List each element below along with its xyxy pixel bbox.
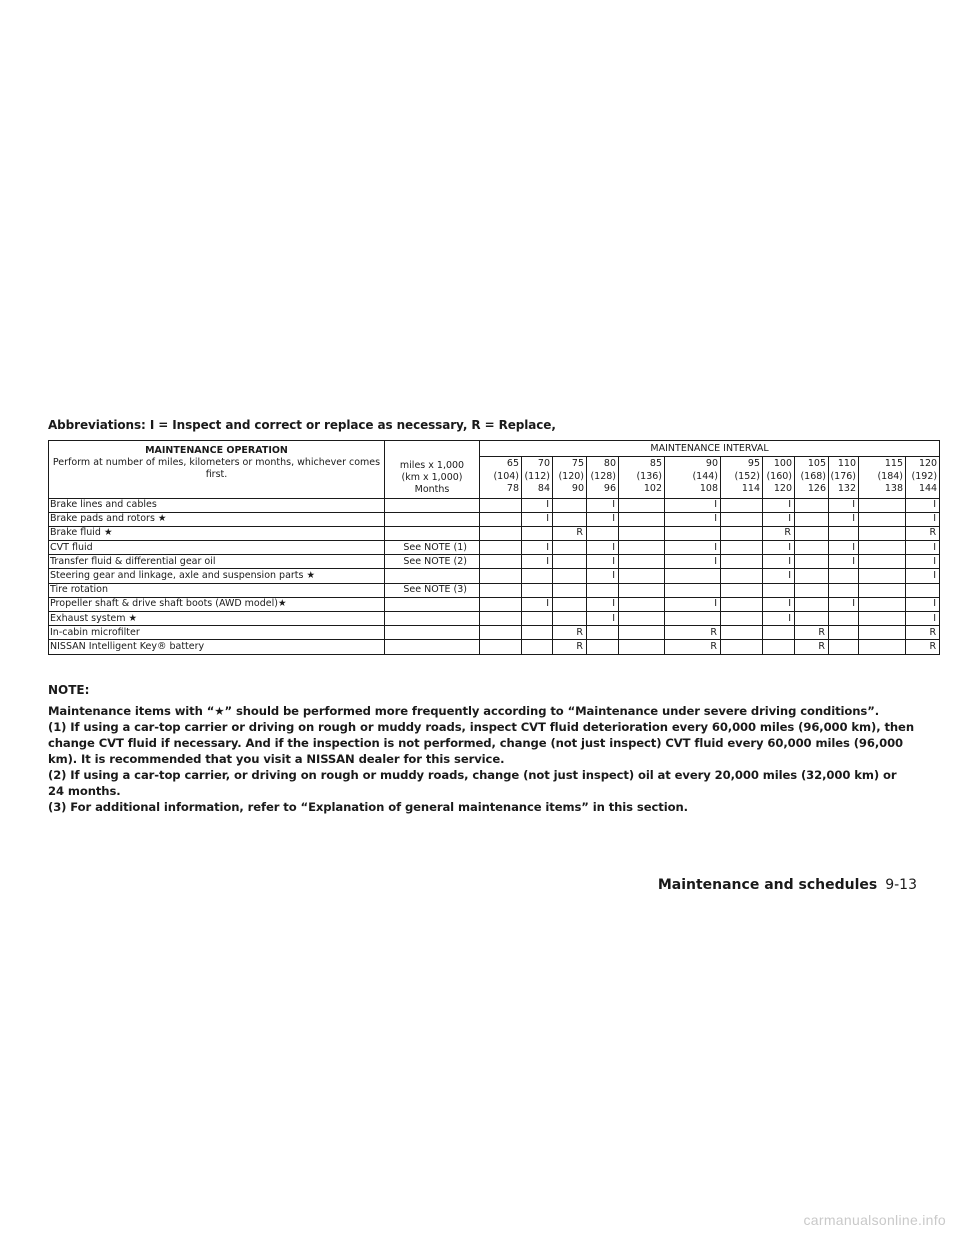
interval-cell — [763, 626, 795, 640]
interval-cell: I — [906, 498, 940, 512]
interval-miles: 100 — [773, 458, 792, 469]
interval-cell — [587, 626, 619, 640]
interval-cell — [480, 526, 522, 540]
maintenance-item: In-cabin microfilter — [49, 626, 385, 640]
footer-page-number: 9-13 — [885, 877, 917, 893]
interval-cell: I — [587, 612, 619, 626]
maintenance-item: Tire rotation — [49, 583, 385, 597]
interval-cell: I — [763, 512, 795, 526]
interval-cell — [721, 512, 763, 526]
interval-cell — [619, 583, 665, 597]
table-row — [49, 569, 940, 583]
interval-km: (112) — [524, 470, 550, 482]
interval-cell — [829, 612, 859, 626]
interval-cell — [480, 626, 522, 640]
maintenance-note-ref — [385, 640, 480, 654]
interval-cell — [859, 612, 906, 626]
interval-km: (152) — [734, 470, 760, 482]
maintenance-note-ref — [385, 626, 480, 640]
interval-km: (104) — [493, 470, 519, 482]
interval-cell — [721, 555, 763, 569]
table-row — [49, 541, 940, 555]
interval-header-cell — [906, 457, 940, 499]
interval-header-cell — [795, 457, 829, 499]
footer-section-title: Maintenance and schedules — [657, 877, 878, 893]
maintenance-note-ref — [385, 512, 480, 526]
maintenance-item: Exhaust system ★ — [49, 612, 385, 626]
interval-cell: I — [829, 541, 859, 555]
interval-cell: I — [587, 569, 619, 583]
interval-km: (128) — [590, 470, 616, 482]
interval-cell — [522, 626, 553, 640]
maintenance-interval-header: MAINTENANCE INTERVAL — [480, 441, 940, 457]
interval-cell: I — [763, 541, 795, 555]
interval-cell — [859, 555, 906, 569]
interval-km: (120) — [558, 470, 584, 482]
maintenance-item: Propeller shaft & drive shaft boots (AWD model)★ — [49, 597, 385, 611]
interval-cell — [480, 583, 522, 597]
table-row — [49, 526, 940, 540]
interval-header-cell — [553, 457, 587, 499]
interval-cell: I — [829, 597, 859, 611]
interval-cell — [480, 569, 522, 583]
interval-cell — [480, 640, 522, 654]
interval-cell — [795, 555, 829, 569]
interval-cell — [619, 626, 665, 640]
note-2: (2) If using a car-top carrier, or driving on rough or muddy roads, change (not just inspect) oil at every 20,000 miles (32,000 km) or 24 months. — [48, 768, 897, 798]
interval-cell: I — [829, 555, 859, 569]
interval-cell — [553, 541, 587, 555]
notes-section — [48, 703, 914, 815]
maintenance-item: Steering gear and linkage, axle and suspension parts ★ — [49, 569, 385, 583]
note-severe-conditions: Maintenance items with “★” should be performed more frequently according to “Maintenance under severe driving conditions”. — [48, 704, 880, 718]
interval-months: 84 — [537, 483, 550, 494]
interval-miles: 120 — [918, 458, 938, 469]
maintenance-note-ref — [385, 612, 480, 626]
interval-months: 132 — [837, 483, 856, 494]
interval-months: 78 — [506, 483, 519, 494]
interval-cell — [480, 512, 522, 526]
interval-cell — [480, 498, 522, 512]
interval-km: (168) — [800, 470, 826, 482]
interval-cell — [721, 526, 763, 540]
interval-cell — [619, 612, 665, 626]
interval-cell — [665, 612, 721, 626]
interval-cell — [619, 526, 665, 540]
interval-cell: I — [665, 597, 721, 611]
interval-cell: I — [522, 597, 553, 611]
interval-cell — [906, 583, 940, 597]
units-miles-label: miles x 1,000 — [399, 459, 465, 471]
interval-cell: I — [763, 597, 795, 611]
interval-cell: R — [906, 640, 940, 654]
maintenance-note-ref: See NOTE (1) — [385, 541, 480, 555]
table-row — [49, 498, 940, 512]
schedule-body — [49, 498, 940, 654]
interval-miles: 110 — [837, 458, 856, 469]
interval-cell — [480, 555, 522, 569]
interval-cell — [763, 583, 795, 597]
maintenance-operation-header — [49, 441, 385, 499]
interval-cell: I — [763, 555, 795, 569]
maintenance-operation-title: MAINTENANCE OPERATION — [145, 445, 288, 456]
interval-months: 144 — [918, 483, 938, 494]
interval-cell — [795, 612, 829, 626]
interval-miles: 65 — [506, 458, 519, 469]
interval-cell — [795, 583, 829, 597]
interval-miles: 85 — [649, 458, 662, 469]
interval-cell — [665, 569, 721, 583]
interval-cell: I — [665, 512, 721, 526]
interval-months: 96 — [603, 483, 616, 494]
interval-cell — [587, 640, 619, 654]
interval-cell — [721, 612, 763, 626]
interval-months: 126 — [807, 483, 826, 494]
interval-header-cell — [829, 457, 859, 499]
interval-cell: I — [587, 597, 619, 611]
table-row — [49, 555, 940, 569]
interval-cell: I — [906, 612, 940, 626]
watermark: carmanualsonline.info — [803, 1212, 946, 1228]
interval-cell: I — [665, 541, 721, 555]
maintenance-item: Transfer fluid & differential gear oil — [49, 555, 385, 569]
interval-cell — [721, 583, 763, 597]
maintenance-note-ref: See NOTE (2) — [385, 555, 480, 569]
interval-cell: I — [763, 612, 795, 626]
interval-cell — [522, 569, 553, 583]
abbreviations-legend: Abbreviations: I = Inspect and correct or replace as necessary, R = Replace, — [48, 418, 556, 432]
interval-cell — [553, 583, 587, 597]
table-header-row — [49, 441, 940, 457]
interval-months: 90 — [571, 483, 584, 494]
interval-header-cell — [859, 457, 906, 499]
maintenance-note-ref — [385, 597, 480, 611]
note-title: NOTE: — [48, 683, 90, 697]
interval-cell: I — [522, 498, 553, 512]
maintenance-note-ref — [385, 526, 480, 540]
interval-header-cell — [721, 457, 763, 499]
interval-cell: I — [763, 498, 795, 512]
interval-km: (160) — [766, 470, 792, 482]
interval-cell — [859, 498, 906, 512]
interval-cell — [553, 498, 587, 512]
maintenance-note-ref — [385, 569, 480, 583]
interval-miles: 75 — [571, 458, 584, 469]
table-row — [49, 612, 940, 626]
table-row — [49, 626, 940, 640]
table-row — [49, 640, 940, 654]
interval-cell — [480, 541, 522, 555]
interval-cell: R — [795, 640, 829, 654]
interval-cell: R — [553, 640, 587, 654]
interval-cell: I — [587, 512, 619, 526]
interval-months: 102 — [643, 483, 662, 494]
interval-cell: I — [522, 555, 553, 569]
interval-cell — [553, 555, 587, 569]
interval-cell — [587, 583, 619, 597]
interval-cell — [721, 569, 763, 583]
interval-header-cell — [587, 457, 619, 499]
interval-cell — [829, 526, 859, 540]
interval-cell — [795, 526, 829, 540]
interval-cell — [859, 569, 906, 583]
interval-miles: 70 — [537, 458, 550, 469]
table-row — [49, 583, 940, 597]
maintenance-item: Brake lines and cables — [49, 498, 385, 512]
interval-cell — [522, 583, 553, 597]
interval-cell — [829, 640, 859, 654]
interval-cell — [859, 640, 906, 654]
interval-cell — [829, 626, 859, 640]
table-row — [49, 512, 940, 526]
interval-cell: R — [795, 626, 829, 640]
interval-miles: 80 — [603, 458, 616, 469]
interval-km: (192) — [911, 470, 938, 482]
interval-cell: R — [665, 640, 721, 654]
interval-cell — [721, 626, 763, 640]
interval-cell — [480, 597, 522, 611]
interval-header-cell — [480, 457, 522, 499]
interval-km: (184) — [877, 470, 903, 482]
interval-cell — [619, 597, 665, 611]
interval-cell — [859, 541, 906, 555]
interval-cell: R — [906, 526, 940, 540]
interval-cell: I — [763, 569, 795, 583]
interval-months: 108 — [699, 483, 718, 494]
interval-cell — [829, 583, 859, 597]
interval-cell — [795, 569, 829, 583]
interval-cell — [721, 541, 763, 555]
interval-cell: R — [553, 526, 587, 540]
interval-cell: I — [829, 498, 859, 512]
interval-cell — [587, 526, 619, 540]
interval-miles: 90 — [705, 458, 718, 469]
interval-miles: 115 — [884, 458, 903, 469]
interval-cell — [553, 569, 587, 583]
interval-cell: R — [553, 626, 587, 640]
page-footer — [658, 877, 917, 893]
interval-header-cell — [665, 457, 721, 499]
interval-km: (136) — [636, 470, 662, 482]
interval-miles: 105 — [807, 458, 826, 469]
interval-miles: 95 — [747, 458, 760, 469]
interval-cell — [859, 526, 906, 540]
maintenance-item: NISSAN Intelligent Key® battery — [49, 640, 385, 654]
maintenance-schedule-table — [48, 440, 940, 655]
interval-cell — [522, 612, 553, 626]
maintenance-operation-description: Perform at number of miles, kilometers or months, whichever comes first. — [52, 457, 381, 480]
interval-cell — [795, 541, 829, 555]
interval-cell — [721, 498, 763, 512]
interval-header-cell — [619, 457, 665, 499]
note-3: (3) For additional information, refer to “Explanation of general maintenance items” in this section. — [48, 800, 688, 814]
interval-cell: I — [906, 597, 940, 611]
interval-cell — [859, 512, 906, 526]
interval-cell: I — [665, 555, 721, 569]
interval-cell — [619, 541, 665, 555]
maintenance-note-ref: See NOTE (3) — [385, 583, 480, 597]
interval-cell — [721, 640, 763, 654]
units-header — [385, 441, 480, 499]
interval-cell — [795, 597, 829, 611]
interval-months: 114 — [741, 483, 760, 494]
interval-cell — [795, 498, 829, 512]
interval-months: 138 — [884, 483, 903, 494]
interval-cell — [619, 498, 665, 512]
interval-cell — [553, 612, 587, 626]
maintenance-item: CVT fluid — [49, 541, 385, 555]
interval-cell — [480, 612, 522, 626]
interval-cell: I — [522, 512, 553, 526]
interval-cell — [859, 597, 906, 611]
interval-cell — [619, 555, 665, 569]
table-row — [49, 597, 940, 611]
interval-cell — [829, 569, 859, 583]
interval-cell: R — [665, 626, 721, 640]
note-1: (1) If using a car-top carrier or driving on rough or muddy roads, inspect CVT fluid deterioration every 60,000 miles (96,000 km), then change CVT fluid if necessary. And if the inspection is not performed, change (not just inspect) CVT fluid every 60,000 miles (96,000 km). It is recommended that you visit a NISSAN dealer for this service. — [48, 720, 914, 766]
interval-cell: I — [587, 541, 619, 555]
interval-cell: R — [906, 626, 940, 640]
interval-cell — [522, 526, 553, 540]
maintenance-item: Brake fluid ★ — [49, 526, 385, 540]
interval-cell — [619, 569, 665, 583]
maintenance-note-ref — [385, 498, 480, 512]
interval-header-cell — [522, 457, 553, 499]
interval-cell — [619, 640, 665, 654]
interval-cell: R — [763, 526, 795, 540]
interval-cell — [619, 512, 665, 526]
interval-km: (176) — [830, 470, 856, 482]
interval-cell: I — [587, 555, 619, 569]
interval-cell: I — [906, 569, 940, 583]
interval-cell: I — [906, 555, 940, 569]
interval-cell — [795, 512, 829, 526]
interval-cell: I — [665, 498, 721, 512]
units-months-label: Months — [414, 483, 450, 495]
interval-cell: I — [906, 512, 940, 526]
maintenance-item: Brake pads and rotors ★ — [49, 512, 385, 526]
interval-cell: I — [829, 512, 859, 526]
interval-months: 120 — [773, 483, 792, 494]
interval-cell: I — [587, 498, 619, 512]
interval-cell — [859, 583, 906, 597]
units-km-label: (km x 1,000) — [401, 471, 463, 483]
interval-cell: I — [906, 541, 940, 555]
interval-cell: I — [522, 541, 553, 555]
interval-km: (144) — [692, 470, 718, 482]
interval-cell — [553, 512, 587, 526]
interval-header-cell — [763, 457, 795, 499]
interval-cell — [553, 597, 587, 611]
interval-cell — [665, 526, 721, 540]
interval-cell — [721, 597, 763, 611]
interval-cell — [859, 626, 906, 640]
interval-cell — [763, 640, 795, 654]
interval-cell — [522, 640, 553, 654]
interval-cell — [665, 583, 721, 597]
